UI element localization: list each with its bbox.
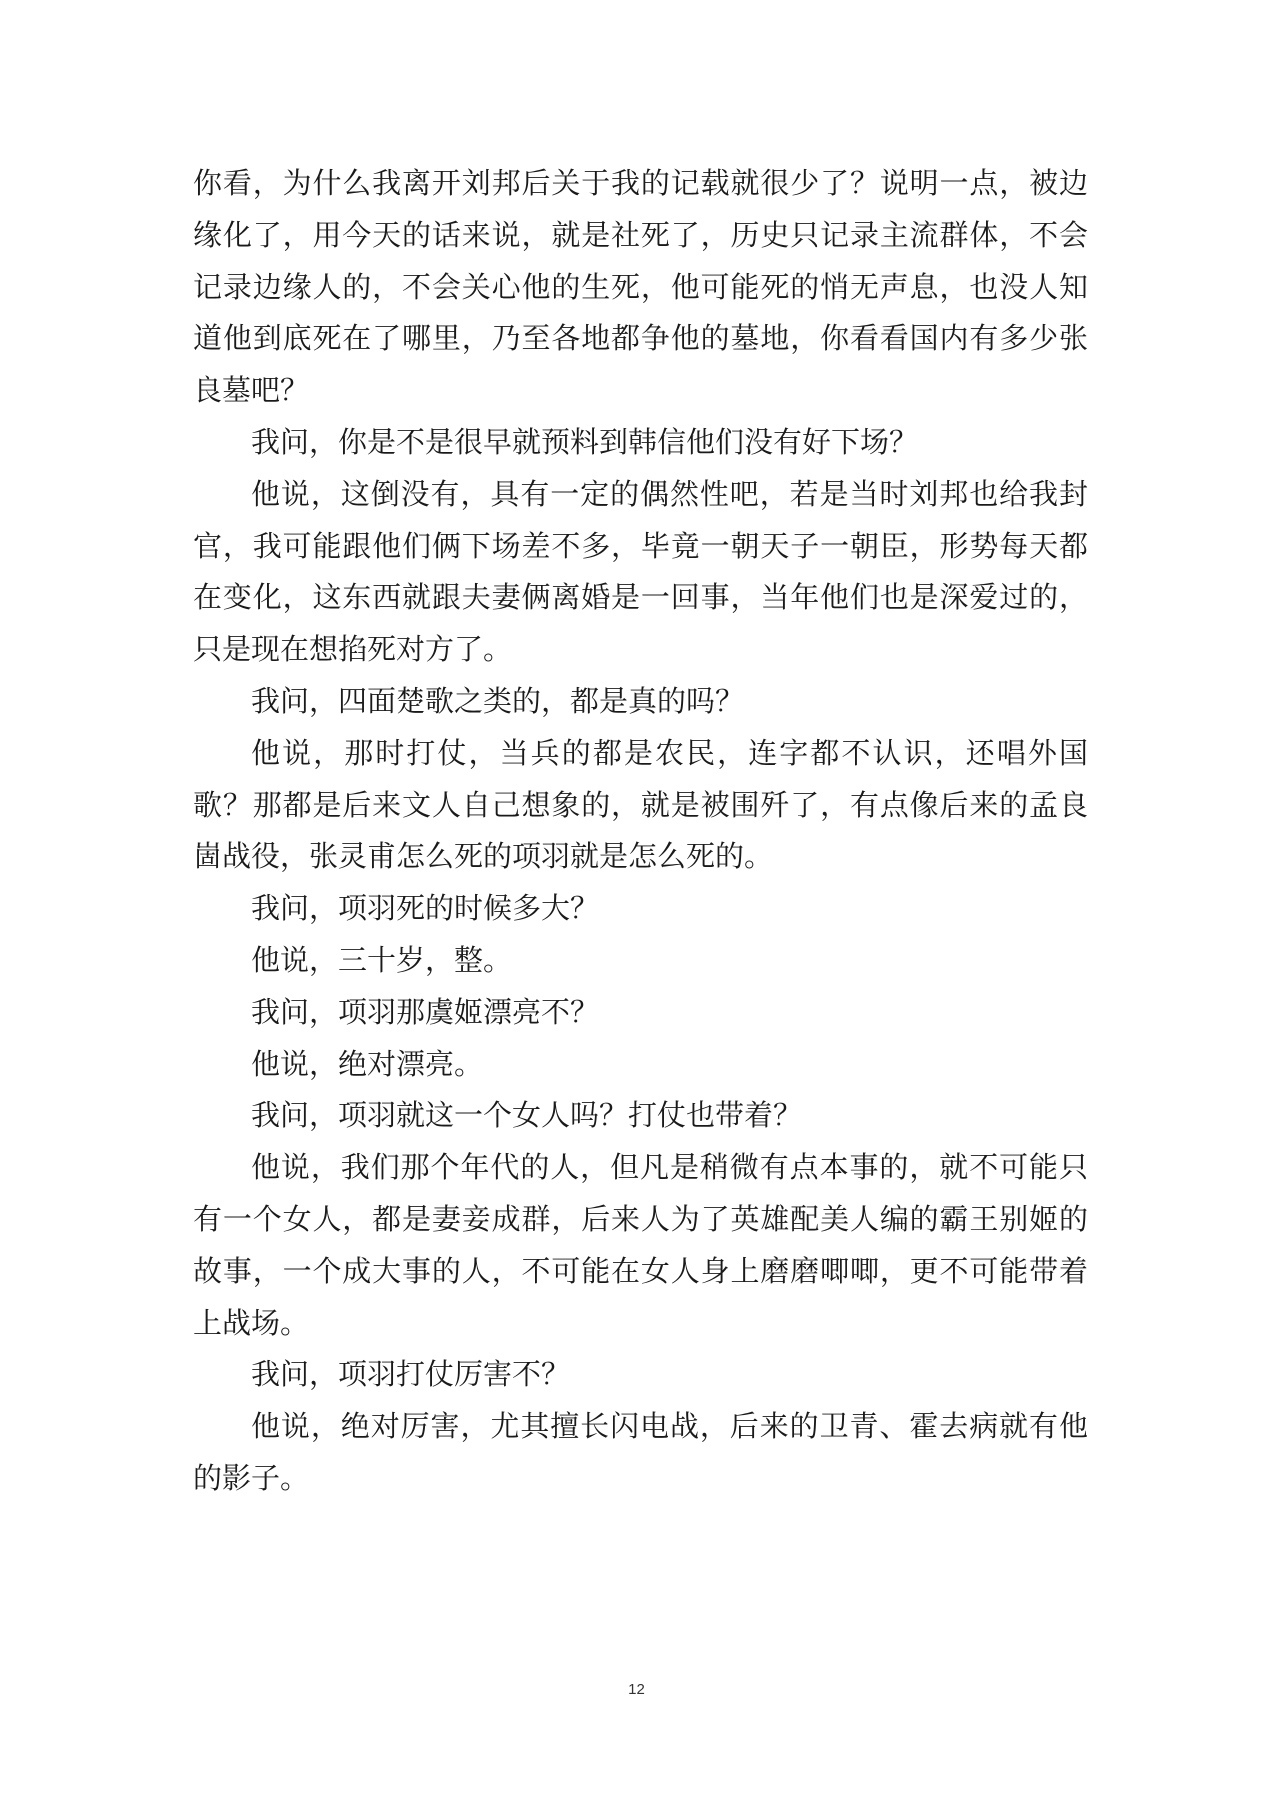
paragraph: 你看，为什么我离开刘邦后关于我的记载就很少了？说明一点，被边缘化了，用今天的话来说，就是社死了，历史只记录主流群体，不会记录边缘人的，不会关心他的生死，他可能死的悄无声息，也没人知道他到底死在了哪里，乃至各地都争他的墓地，你看看国内有多少张良墓吧？ <box>193 166 1088 408</box>
paragraph: 我问，项羽就这一个女人吗？打仗也带着？ <box>251 1098 803 1133</box>
paragraph: 我问，你是不是很早就预料到韩信他们没有好下场？ <box>251 424 919 459</box>
paragraph: 他说，这倒没有，具有一定的偶然性吧，若是当时刘邦也给我封官，我可能跟他们俩下场差不多，毕竟一朝天子一朝臣，形势每天都在变化，这东西就跟夫妻俩离婚是一回事，当年他们也是深爱过的，只是现在想掐死对方了。 <box>193 476 1088 667</box>
paragraph: 他说，三十岁，整。 <box>251 942 513 977</box>
paragraph: 我问，四面楚歌之类的，都是真的吗？ <box>251 683 745 718</box>
paragraph: 他说，绝对漂亮。 <box>251 1046 484 1081</box>
paragraph: 他说，那时打仗，当兵的都是农民，连字都不认识，还唱外国歌？那都是后来文人自己想象的，就是被围歼了，有点像后来的孟良崮战役，张灵甫怎么死的项羽就是怎么死的。 <box>193 735 1088 874</box>
paragraph: 我问，项羽死的时候多大？ <box>251 891 600 926</box>
paragraph: 他说，我们那个年代的人，但凡是稍微有点本事的，就不可能只有一个女人，都是妻妾成群，后来人为了英雄配美人编的霸王别姬的故事，一个成大事的人，不可能在女人身上磨磨唧唧，更不可能带着上战场。 <box>193 1150 1088 1340</box>
paragraph: 我问，项羽那虞姬漂亮不？ <box>251 994 600 1029</box>
body-text <box>193 158 1088 1505</box>
paragraph: 他说，绝对厉害，尤其擅长闪电战，后来的卫青、霍去病就有他的影子。 <box>193 1409 1088 1495</box>
page-number: 12 <box>628 1681 645 1698</box>
paragraph: 我问，项羽打仗厉害不？ <box>251 1357 571 1392</box>
